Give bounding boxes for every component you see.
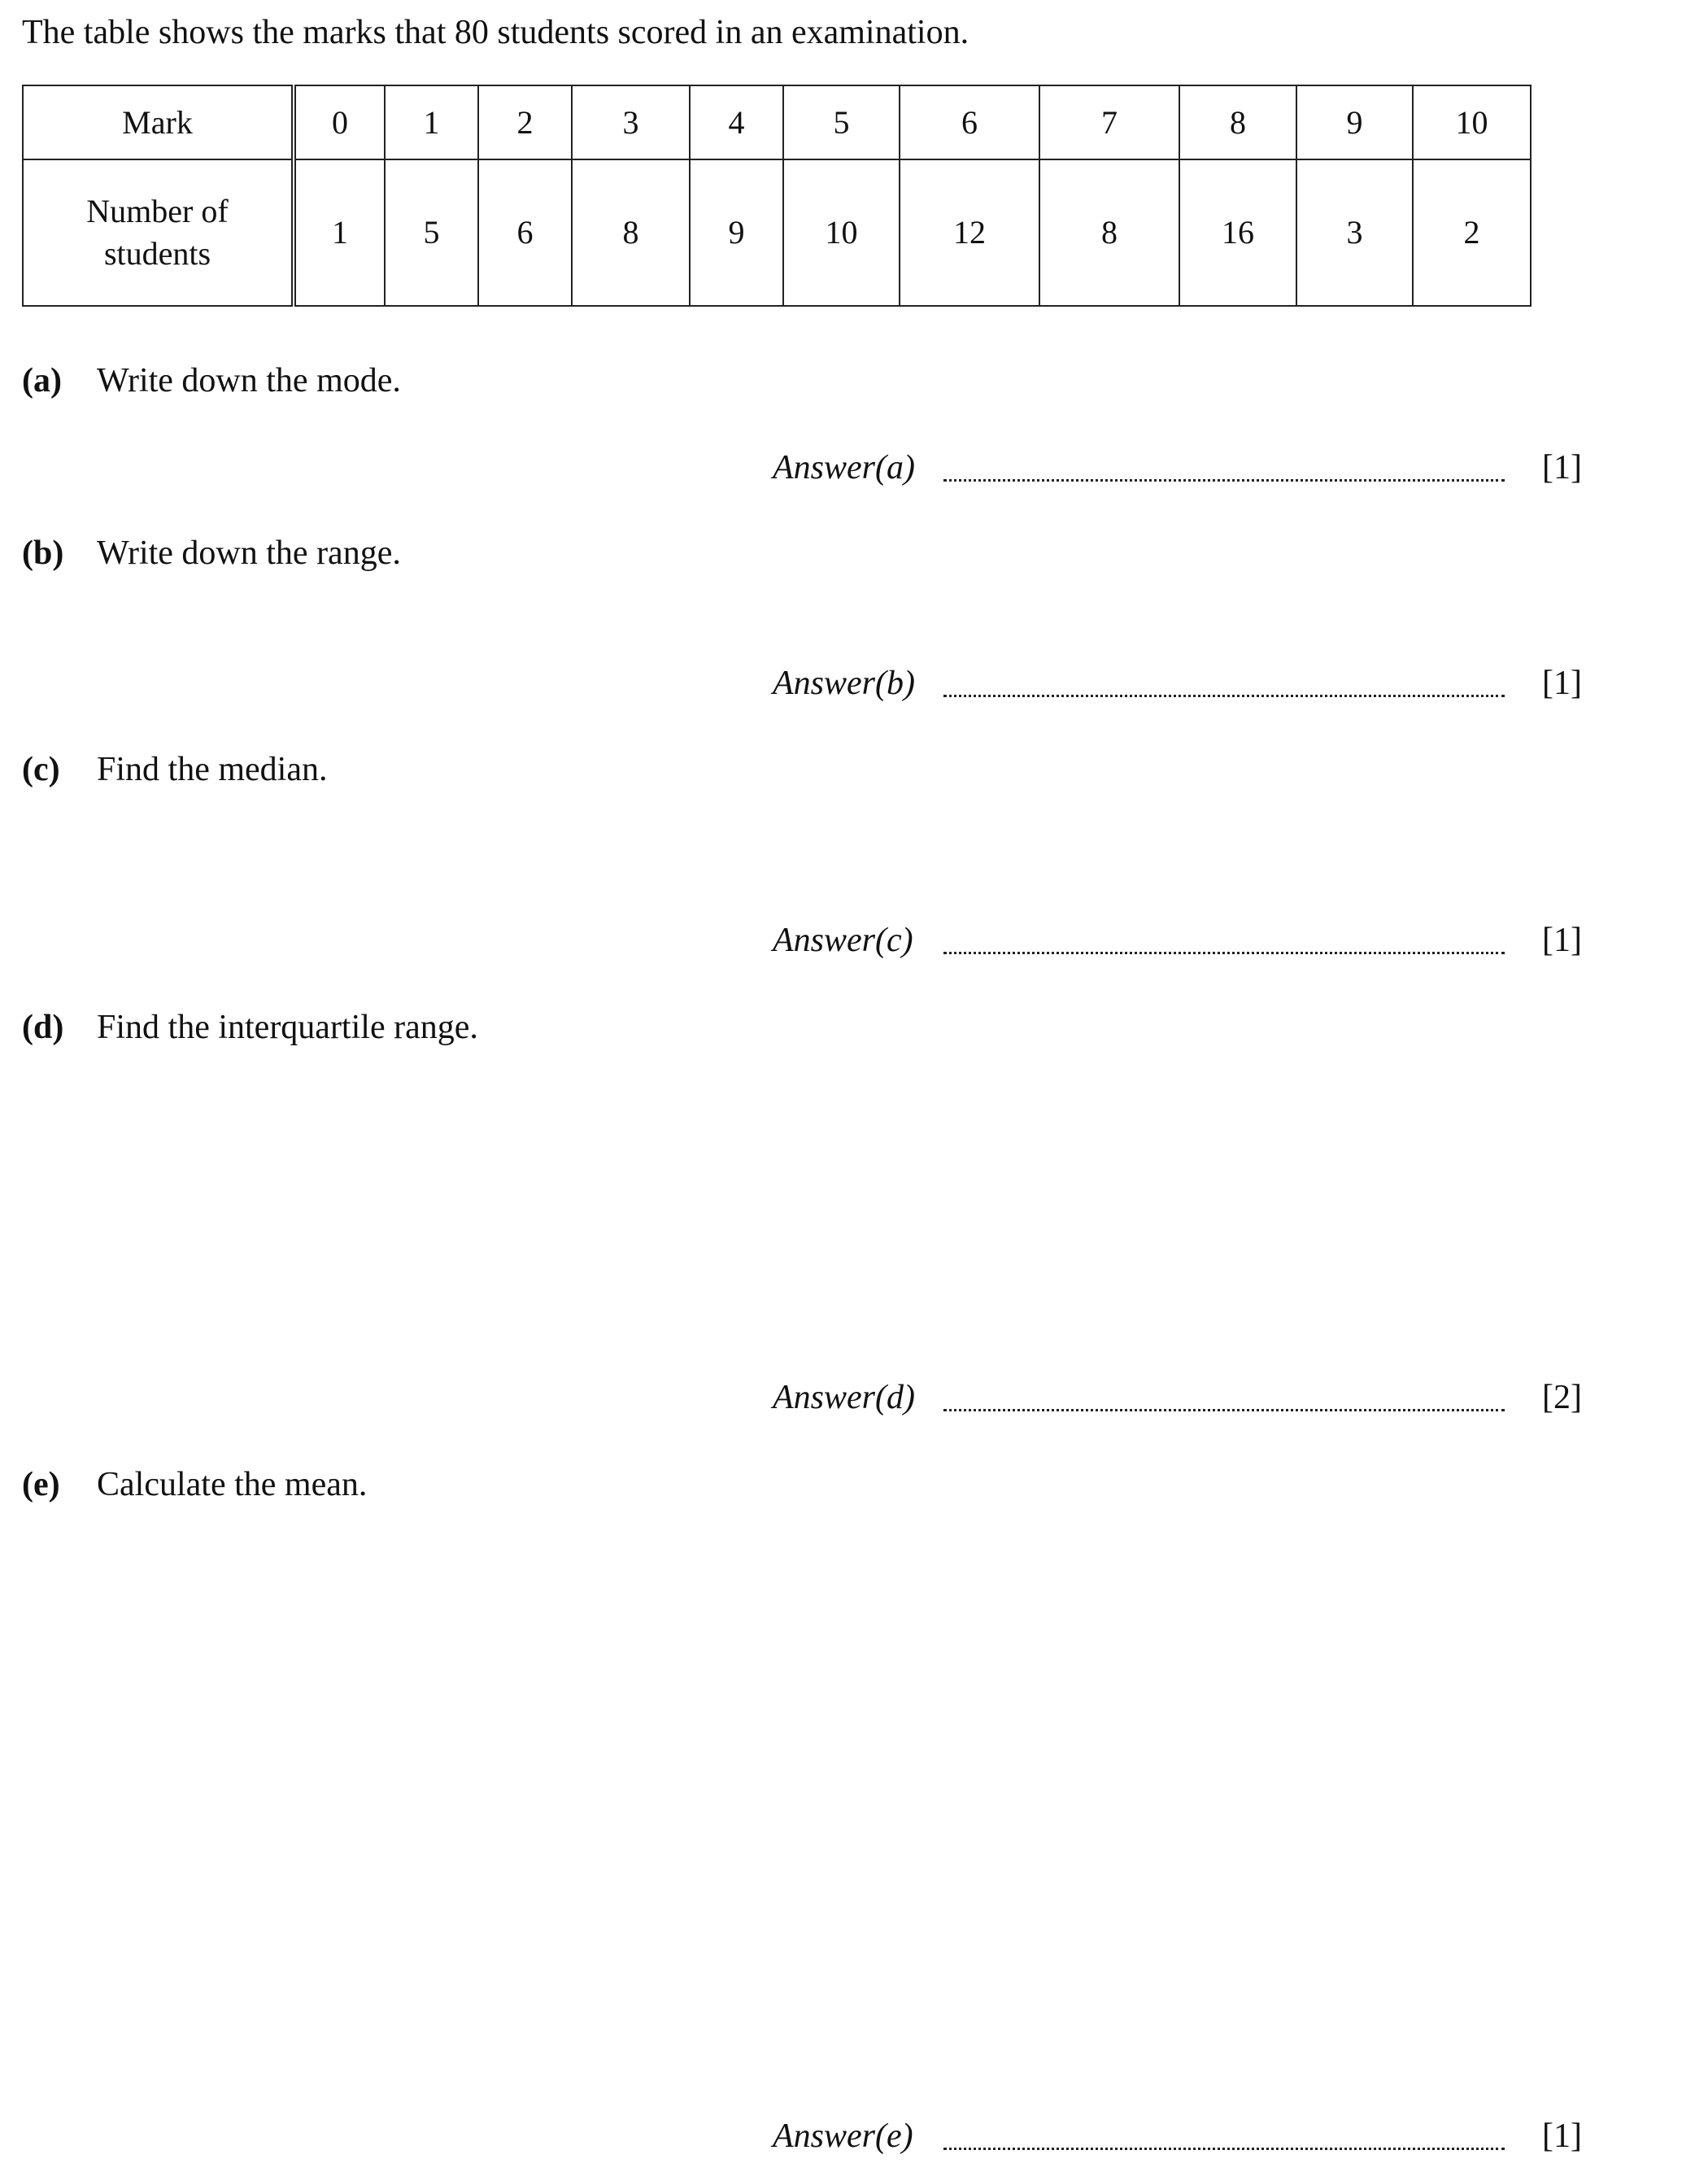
- question-text: Find the median.: [97, 751, 328, 788]
- students-cell: 12: [900, 159, 1039, 306]
- students-cell: 8: [572, 159, 690, 306]
- mark-cell: 6: [900, 85, 1039, 159]
- students-cell: 10: [783, 159, 900, 306]
- mark-row: [23, 85, 1531, 159]
- mark-cell: 1: [385, 85, 478, 159]
- question-letter: (d): [22, 1009, 64, 1046]
- question-b: [22, 530, 401, 576]
- mark-cell: 7: [1039, 85, 1179, 159]
- marks-allocation: [1]: [1542, 665, 1582, 702]
- students-row: [23, 159, 1531, 306]
- answer-label: Answer(b): [773, 665, 915, 702]
- students-row-header-text: Number of students: [86, 193, 229, 273]
- answer-dotted-line[interactable]: [943, 451, 1505, 482]
- question-d: [22, 1005, 478, 1050]
- answer-label: Answer(a): [773, 449, 915, 486]
- question-e: [22, 1462, 367, 1507]
- answer-dotted-line[interactable]: [943, 924, 1505, 954]
- question-text: Calculate the mean.: [97, 1466, 368, 1503]
- students-cell: 9: [690, 159, 783, 306]
- students-cell: 6: [478, 159, 572, 306]
- students-cell: 1: [294, 159, 385, 306]
- marks-allocation: [1]: [1542, 2117, 1582, 2155]
- answer-dotted-line[interactable]: [943, 1381, 1505, 1411]
- mark-cell: 3: [572, 85, 690, 159]
- question-text: Write down the mode.: [97, 362, 401, 399]
- marks-table: [22, 85, 1532, 307]
- marks-allocation: [1]: [1542, 922, 1582, 959]
- marks-allocation: [2]: [1542, 1379, 1582, 1416]
- answer-label: Answer(c): [773, 922, 913, 959]
- students-cell: 3: [1296, 159, 1413, 306]
- students-cell: 2: [1413, 159, 1531, 306]
- mark-cell: 8: [1179, 85, 1296, 159]
- students-cell: 16: [1179, 159, 1296, 306]
- answer-c[interactable]: [773, 918, 1582, 963]
- marks-allocation: [1]: [1542, 449, 1582, 486]
- intro-text: The table shows the marks that 80 students scored in an examination.: [22, 14, 969, 51]
- answer-dotted-line[interactable]: [943, 667, 1505, 697]
- mark-cell: 0: [294, 85, 385, 159]
- answer-e[interactable]: [773, 2113, 1582, 2159]
- mark-row-header: Mark: [23, 85, 294, 159]
- question-letter: (a): [22, 362, 62, 399]
- question-letter: (b): [22, 534, 64, 572]
- students-cell: 8: [1039, 159, 1179, 306]
- answer-d[interactable]: [773, 1375, 1582, 1420]
- mark-cell: 10: [1413, 85, 1531, 159]
- students-cell: 5: [385, 159, 478, 306]
- answer-a[interactable]: [773, 445, 1582, 491]
- answer-dotted-line[interactable]: [943, 2120, 1505, 2150]
- mark-cell: 9: [1296, 85, 1413, 159]
- mark-cell: 5: [783, 85, 900, 159]
- students-row-header: [23, 159, 294, 306]
- question-letter: (c): [22, 751, 60, 788]
- mark-cell: 4: [690, 85, 783, 159]
- answer-label: Answer(d): [773, 1379, 915, 1416]
- question-letter: (e): [22, 1466, 60, 1503]
- question-c: [22, 747, 327, 792]
- question-text: Find the interquartile range.: [97, 1009, 478, 1046]
- answer-label: Answer(e): [773, 2117, 913, 2155]
- question-text: Write down the range.: [97, 534, 401, 572]
- answer-b[interactable]: [773, 661, 1582, 706]
- mark-cell: 2: [478, 85, 572, 159]
- question-a: [22, 358, 401, 403]
